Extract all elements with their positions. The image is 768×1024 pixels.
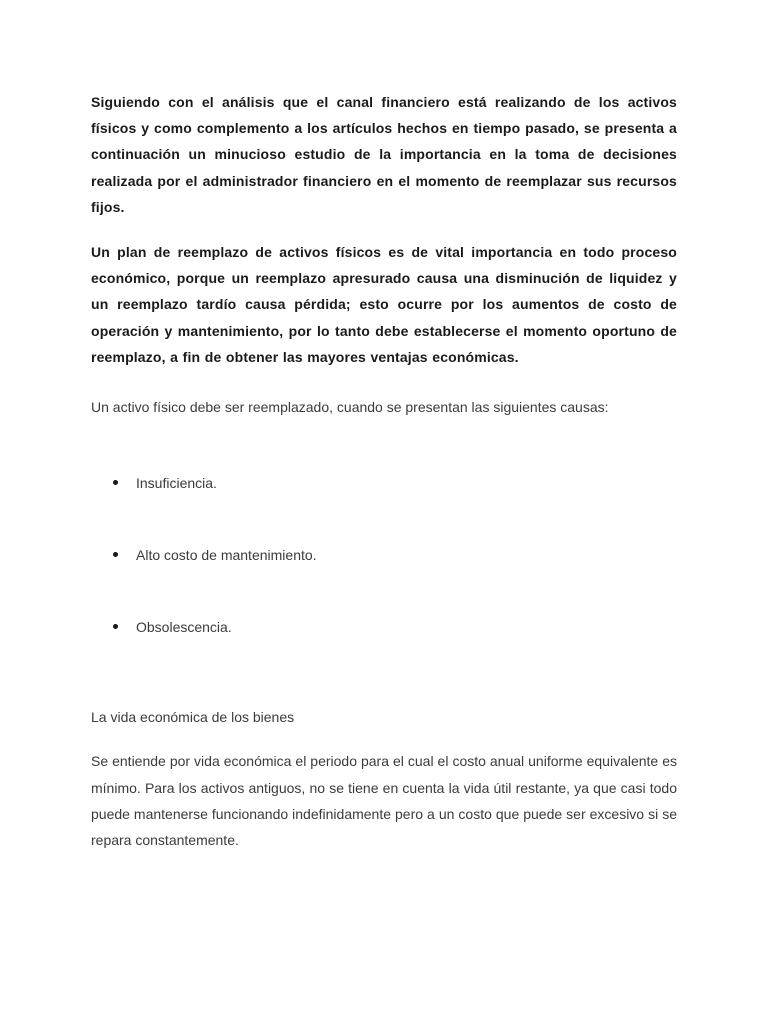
list-item-label: Insuficiencia. (136, 475, 217, 492)
list-item (91, 470, 677, 496)
paragraph-economic-life: Se entiende por vida económica el periodo para el cual el costo anual uniforme equivalente es mínimo. Para los activos antiguos, no se tiene en cuenta la vida útil restante, ya que casi todo puede mantenerse funcionando indefinidamente pero a un costo que puede ser excesivo si se repara constantemente. (91, 753, 677, 848)
section-heading: La vida económica de los bienes (91, 709, 295, 726)
list-item-label: Obsolescencia. (136, 619, 232, 636)
bullet-icon (113, 480, 118, 485)
paragraph-intro-bold: Siguiendo con el análisis que el canal financiero está realizando de los activos físicos y como complemento a los artículos hechos en tiempo pasado, se presenta a continuación un minucioso estudio de la importancia en la toma de decisiones realizada por el administrador financiero en el momento de reemplazar sus recursos fijos. (91, 94, 677, 215)
causes-list (91, 470, 677, 640)
document-content (91, 89, 677, 853)
list-item (91, 614, 677, 640)
list-item (91, 542, 677, 568)
list-item-label: Alto costo de mantenimiento. (136, 547, 317, 564)
causes-intro: Un activo físico debe ser reemplazado, cuando se presentan las siguientes causas: (91, 399, 609, 416)
bullet-icon (113, 552, 118, 557)
bullet-icon (113, 624, 118, 629)
paragraph-replacement-plan: Un plan de reemplazo de activos físicos es de vital importancia en todo proceso económico, porque un reemplazo apresurado causa una disminución de liquidez y un reemplazo tardío causa pérdida; esto ocurre por los aumentos de costo de operación y mantenimiento, por lo tanto debe establecerse el momento oportuno de reemplazo, a fin de obtener las mayores ventajas económicas. (91, 244, 677, 365)
